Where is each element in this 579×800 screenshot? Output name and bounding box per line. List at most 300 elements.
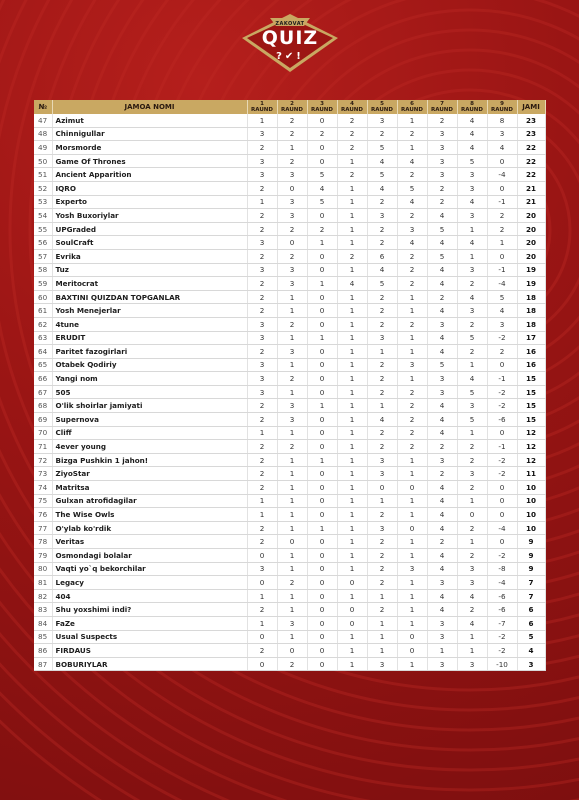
round-score-5: 2 bbox=[367, 426, 397, 440]
quiz-logo bbox=[240, 12, 340, 74]
round-score-9: -2 bbox=[487, 399, 517, 413]
table-row bbox=[34, 181, 545, 195]
row-number: 64 bbox=[34, 345, 52, 359]
round-score-3: 1 bbox=[307, 331, 337, 345]
round-score-3: 2 bbox=[307, 222, 337, 236]
round-score-6: 1 bbox=[397, 372, 427, 386]
round-score-6: 2 bbox=[397, 249, 427, 263]
round-score-1: 2 bbox=[247, 304, 277, 318]
round-score-4: 1 bbox=[337, 481, 367, 495]
table-row bbox=[34, 141, 545, 155]
team-name: Veritas bbox=[52, 535, 247, 549]
team-name: Cliff bbox=[52, 426, 247, 440]
round-score-8: 5 bbox=[457, 385, 487, 399]
table-row bbox=[34, 494, 545, 508]
round-score-5: 5 bbox=[367, 141, 397, 155]
row-number: 68 bbox=[34, 399, 52, 413]
round-score-7: 4 bbox=[427, 331, 457, 345]
header-round-2 bbox=[277, 100, 307, 114]
team-name: Legacy bbox=[52, 576, 247, 590]
table-row bbox=[34, 236, 545, 250]
table-row bbox=[34, 644, 545, 658]
round-score-6: 1 bbox=[397, 589, 427, 603]
round-score-9: -2 bbox=[487, 644, 517, 658]
total-score: 15 bbox=[517, 399, 545, 413]
total-score: 10 bbox=[517, 494, 545, 508]
team-name: Yangi nom bbox=[52, 372, 247, 386]
round-score-5: 3 bbox=[367, 209, 397, 223]
team-name: UPGraded bbox=[52, 222, 247, 236]
round-score-9: 2 bbox=[487, 209, 517, 223]
total-score: 15 bbox=[517, 413, 545, 427]
round-score-3: 1 bbox=[307, 277, 337, 291]
round-score-6: 1 bbox=[397, 494, 427, 508]
round-score-5: 1 bbox=[367, 345, 397, 359]
total-score: 10 bbox=[517, 521, 545, 535]
round-score-3: 0 bbox=[307, 114, 337, 127]
round-score-6: 5 bbox=[397, 181, 427, 195]
round-score-5: 4 bbox=[367, 154, 397, 168]
round-score-9: 0 bbox=[487, 181, 517, 195]
round-score-2: 0 bbox=[277, 236, 307, 250]
table-row bbox=[34, 562, 545, 576]
header-num: № bbox=[34, 100, 52, 114]
round-score-8: 3 bbox=[457, 562, 487, 576]
round-score-2: 3 bbox=[277, 209, 307, 223]
round-score-7: 3 bbox=[427, 154, 457, 168]
round-score-6: 1 bbox=[397, 549, 427, 563]
round-score-1: 3 bbox=[247, 263, 277, 277]
total-score: 5 bbox=[517, 630, 545, 644]
round-score-9: -4 bbox=[487, 521, 517, 535]
round-score-8: 2 bbox=[457, 603, 487, 617]
total-score: 21 bbox=[517, 195, 545, 209]
row-number: 53 bbox=[34, 195, 52, 209]
table-row bbox=[34, 603, 545, 617]
round-score-8: 2 bbox=[457, 521, 487, 535]
round-score-5: 4 bbox=[367, 413, 397, 427]
team-name: Bizga Pushkin 1 jahon! bbox=[52, 453, 247, 467]
total-score: 10 bbox=[517, 508, 545, 522]
header-team-name: JAMOA NOMI bbox=[52, 100, 247, 114]
round-score-1: 3 bbox=[247, 236, 277, 250]
round-score-4: 1 bbox=[337, 630, 367, 644]
row-number: 81 bbox=[34, 576, 52, 590]
round-score-7: 3 bbox=[427, 616, 457, 630]
round-score-1: 0 bbox=[247, 630, 277, 644]
round-score-1: 3 bbox=[247, 168, 277, 182]
round-score-7: 1 bbox=[427, 644, 457, 658]
round-score-8: 4 bbox=[457, 114, 487, 127]
round-score-5: 2 bbox=[367, 304, 397, 318]
round-score-9: 0 bbox=[487, 426, 517, 440]
round-score-4: 1 bbox=[337, 467, 367, 481]
header-round-number: 2 bbox=[290, 101, 294, 107]
round-score-2: 2 bbox=[277, 114, 307, 127]
table-header-row bbox=[34, 100, 545, 114]
round-score-5: 3 bbox=[367, 657, 397, 671]
round-score-1: 3 bbox=[247, 127, 277, 141]
round-score-6: 1 bbox=[397, 290, 427, 304]
round-score-7: 4 bbox=[427, 426, 457, 440]
total-score: 4 bbox=[517, 644, 545, 658]
table-row bbox=[34, 209, 545, 223]
row-number: 85 bbox=[34, 630, 52, 644]
round-score-9: -7 bbox=[487, 616, 517, 630]
table-row bbox=[34, 467, 545, 481]
round-score-2: 2 bbox=[277, 249, 307, 263]
total-score: 6 bbox=[517, 616, 545, 630]
round-score-2: 2 bbox=[277, 127, 307, 141]
round-score-6: 1 bbox=[397, 657, 427, 671]
round-score-4: 1 bbox=[337, 358, 367, 372]
round-score-1: 2 bbox=[247, 644, 277, 658]
team-name: Yosh Buxoriylar bbox=[52, 209, 247, 223]
round-score-8: 5 bbox=[457, 154, 487, 168]
round-score-9: 0 bbox=[487, 494, 517, 508]
row-number: 59 bbox=[34, 277, 52, 291]
round-score-9: -4 bbox=[487, 277, 517, 291]
round-score-8: 3 bbox=[457, 209, 487, 223]
round-score-1: 2 bbox=[247, 413, 277, 427]
header-round-label: RAUND bbox=[251, 107, 273, 113]
row-number: 60 bbox=[34, 290, 52, 304]
header-round-5 bbox=[367, 100, 397, 114]
total-score: 22 bbox=[517, 168, 545, 182]
total-score: 19 bbox=[517, 263, 545, 277]
round-score-9: -2 bbox=[487, 453, 517, 467]
round-score-4: 1 bbox=[337, 549, 367, 563]
row-number: 73 bbox=[34, 467, 52, 481]
round-score-6: 1 bbox=[397, 467, 427, 481]
row-number: 54 bbox=[34, 209, 52, 223]
table-row bbox=[34, 358, 545, 372]
round-score-8: 5 bbox=[457, 413, 487, 427]
round-score-2: 2 bbox=[277, 222, 307, 236]
row-number: 63 bbox=[34, 331, 52, 345]
team-name: Azimut bbox=[52, 114, 247, 127]
table-row bbox=[34, 277, 545, 291]
team-name: BAXTINI QUIZDAN TOPGANLAR bbox=[52, 290, 247, 304]
round-score-9: 3 bbox=[487, 317, 517, 331]
round-score-1: 0 bbox=[247, 657, 277, 671]
table-row bbox=[34, 508, 545, 522]
round-score-6: 4 bbox=[397, 195, 427, 209]
round-score-4: 4 bbox=[337, 277, 367, 291]
round-score-4: 1 bbox=[337, 562, 367, 576]
header-round-9 bbox=[487, 100, 517, 114]
round-score-1: 1 bbox=[247, 114, 277, 127]
round-score-7: 5 bbox=[427, 358, 457, 372]
table-row bbox=[34, 304, 545, 318]
round-score-9: 0 bbox=[487, 154, 517, 168]
round-score-9: -1 bbox=[487, 195, 517, 209]
header-round-number: 3 bbox=[320, 101, 324, 107]
round-score-5: 2 bbox=[367, 603, 397, 617]
round-score-8: 0 bbox=[457, 508, 487, 522]
round-score-1: 2 bbox=[247, 603, 277, 617]
round-score-7: 4 bbox=[427, 345, 457, 359]
round-score-9: 0 bbox=[487, 249, 517, 263]
team-name: Osmondagi bolalar bbox=[52, 549, 247, 563]
row-number: 61 bbox=[34, 304, 52, 318]
round-score-2: 3 bbox=[277, 263, 307, 277]
round-score-8: 1 bbox=[457, 630, 487, 644]
header-total: JAMI bbox=[517, 100, 545, 114]
table-row bbox=[34, 331, 545, 345]
total-score: 23 bbox=[517, 127, 545, 141]
round-score-1: 2 bbox=[247, 440, 277, 454]
round-score-3: 0 bbox=[307, 630, 337, 644]
header-round-number: 9 bbox=[500, 101, 504, 107]
round-score-7: 2 bbox=[427, 195, 457, 209]
total-score: 18 bbox=[517, 317, 545, 331]
logo-main-text: QUIZ bbox=[261, 27, 319, 49]
round-score-2: 1 bbox=[277, 290, 307, 304]
round-score-9: 2 bbox=[487, 345, 517, 359]
round-score-7: 2 bbox=[427, 181, 457, 195]
round-score-1: 3 bbox=[247, 358, 277, 372]
total-score: 20 bbox=[517, 209, 545, 223]
round-score-5: 2 bbox=[367, 317, 397, 331]
team-name: 505 bbox=[52, 385, 247, 399]
header-round-number: 6 bbox=[410, 101, 414, 107]
row-number: 78 bbox=[34, 535, 52, 549]
round-score-5: 1 bbox=[367, 630, 397, 644]
round-score-1: 1 bbox=[247, 589, 277, 603]
team-name: Usual Suspects bbox=[52, 630, 247, 644]
round-score-3: 0 bbox=[307, 535, 337, 549]
round-score-3: 0 bbox=[307, 494, 337, 508]
total-score: 17 bbox=[517, 331, 545, 345]
round-score-5: 0 bbox=[367, 481, 397, 495]
round-score-4: 1 bbox=[337, 508, 367, 522]
table-row bbox=[34, 549, 545, 563]
round-score-4: 1 bbox=[337, 222, 367, 236]
round-score-3: 0 bbox=[307, 440, 337, 454]
total-score: 22 bbox=[517, 141, 545, 155]
round-score-3: 0 bbox=[307, 603, 337, 617]
row-number: 62 bbox=[34, 317, 52, 331]
team-name: Otabek Qodiriy bbox=[52, 358, 247, 372]
round-score-1: 2 bbox=[247, 399, 277, 413]
round-score-1: 3 bbox=[247, 154, 277, 168]
round-score-4: 0 bbox=[337, 616, 367, 630]
round-score-1: 2 bbox=[247, 290, 277, 304]
team-name: Paritet fazogirlari bbox=[52, 345, 247, 359]
round-score-6: 1 bbox=[397, 576, 427, 590]
round-score-2: 3 bbox=[277, 345, 307, 359]
row-number: 67 bbox=[34, 385, 52, 399]
round-score-2: 3 bbox=[277, 277, 307, 291]
round-score-8: 2 bbox=[457, 549, 487, 563]
round-score-8: 3 bbox=[457, 181, 487, 195]
header-round-number: 7 bbox=[440, 101, 444, 107]
round-score-8: 2 bbox=[457, 345, 487, 359]
round-score-2: 1 bbox=[277, 481, 307, 495]
total-score: 20 bbox=[517, 249, 545, 263]
team-name: Ancient Apparition bbox=[52, 168, 247, 182]
round-score-7: 5 bbox=[427, 249, 457, 263]
round-score-2: 1 bbox=[277, 141, 307, 155]
round-score-5: 2 bbox=[367, 549, 397, 563]
round-score-2: 1 bbox=[277, 358, 307, 372]
round-score-8: 3 bbox=[457, 168, 487, 182]
round-score-2: 3 bbox=[277, 399, 307, 413]
round-score-8: 4 bbox=[457, 236, 487, 250]
round-score-4: 1 bbox=[337, 209, 367, 223]
header-round-7 bbox=[427, 100, 457, 114]
round-score-5: 3 bbox=[367, 331, 397, 345]
round-score-7: 2 bbox=[427, 535, 457, 549]
header-round-4 bbox=[337, 100, 367, 114]
round-score-5: 2 bbox=[367, 222, 397, 236]
round-score-3: 2 bbox=[307, 127, 337, 141]
round-score-9: 4 bbox=[487, 141, 517, 155]
table-row bbox=[34, 440, 545, 454]
table-row bbox=[34, 317, 545, 331]
header-round-number: 1 bbox=[260, 101, 264, 107]
team-name: Evrika bbox=[52, 249, 247, 263]
round-score-5: 2 bbox=[367, 195, 397, 209]
row-number: 48 bbox=[34, 127, 52, 141]
round-score-2: 3 bbox=[277, 413, 307, 427]
round-score-3: 0 bbox=[307, 249, 337, 263]
header-round-8 bbox=[457, 100, 487, 114]
round-score-8: 4 bbox=[457, 195, 487, 209]
round-score-1: 3 bbox=[247, 385, 277, 399]
header-round-number: 4 bbox=[350, 101, 354, 107]
round-score-1: 3 bbox=[247, 372, 277, 386]
round-score-6: 1 bbox=[397, 304, 427, 318]
row-number: 69 bbox=[34, 413, 52, 427]
round-score-1: 2 bbox=[247, 453, 277, 467]
total-score: 12 bbox=[517, 426, 545, 440]
table-row bbox=[34, 535, 545, 549]
round-score-4: 1 bbox=[337, 426, 367, 440]
round-score-2: 1 bbox=[277, 589, 307, 603]
round-score-5: 1 bbox=[367, 589, 397, 603]
round-score-5: 2 bbox=[367, 385, 397, 399]
table-row bbox=[34, 616, 545, 630]
round-score-4: 1 bbox=[337, 385, 367, 399]
round-score-6: 0 bbox=[397, 481, 427, 495]
round-score-6: 3 bbox=[397, 562, 427, 576]
round-score-3: 0 bbox=[307, 345, 337, 359]
row-number: 80 bbox=[34, 562, 52, 576]
round-score-3: 0 bbox=[307, 263, 337, 277]
round-score-2: 1 bbox=[277, 508, 307, 522]
total-score: 7 bbox=[517, 589, 545, 603]
row-number: 56 bbox=[34, 236, 52, 250]
round-score-1: 2 bbox=[247, 249, 277, 263]
round-score-3: 0 bbox=[307, 562, 337, 576]
header-round-label: RAUND bbox=[461, 107, 483, 113]
round-score-5: 2 bbox=[367, 440, 397, 454]
team-name: ZiyoStar bbox=[52, 467, 247, 481]
round-score-6: 4 bbox=[397, 154, 427, 168]
header-round-1 bbox=[247, 100, 277, 114]
round-score-8: 1 bbox=[457, 494, 487, 508]
round-score-5: 1 bbox=[367, 644, 397, 658]
round-score-5: 3 bbox=[367, 114, 397, 127]
round-score-7: 4 bbox=[427, 209, 457, 223]
round-score-1: 2 bbox=[247, 277, 277, 291]
round-score-4: 1 bbox=[337, 263, 367, 277]
total-score: 19 bbox=[517, 277, 545, 291]
round-score-5: 5 bbox=[367, 277, 397, 291]
team-name: SoulCraft bbox=[52, 236, 247, 250]
round-score-7: 3 bbox=[427, 141, 457, 155]
round-score-4: 1 bbox=[337, 317, 367, 331]
round-score-3: 0 bbox=[307, 426, 337, 440]
round-score-6: 2 bbox=[397, 317, 427, 331]
round-score-7: 3 bbox=[427, 168, 457, 182]
round-score-7: 4 bbox=[427, 603, 457, 617]
round-score-7: 4 bbox=[427, 494, 457, 508]
round-score-6: 2 bbox=[397, 413, 427, 427]
total-score: 9 bbox=[517, 562, 545, 576]
round-score-1: 2 bbox=[247, 535, 277, 549]
round-score-2: 2 bbox=[277, 657, 307, 671]
round-score-9: -10 bbox=[487, 657, 517, 671]
round-score-7: 3 bbox=[427, 317, 457, 331]
row-number: 74 bbox=[34, 481, 52, 495]
table-row bbox=[34, 222, 545, 236]
round-score-4: 1 bbox=[337, 195, 367, 209]
round-score-6: 2 bbox=[397, 263, 427, 277]
round-score-5: 3 bbox=[367, 521, 397, 535]
total-score: 20 bbox=[517, 222, 545, 236]
round-score-5: 3 bbox=[367, 467, 397, 481]
round-score-7: 3 bbox=[427, 453, 457, 467]
round-score-6: 0 bbox=[397, 521, 427, 535]
team-name: O'ylab ko'rdik bbox=[52, 521, 247, 535]
round-score-2: 1 bbox=[277, 603, 307, 617]
round-score-4: 2 bbox=[337, 168, 367, 182]
round-score-9: -4 bbox=[487, 576, 517, 590]
round-score-6: 2 bbox=[397, 168, 427, 182]
table-row bbox=[34, 249, 545, 263]
round-score-3: 0 bbox=[307, 385, 337, 399]
round-score-6: 0 bbox=[397, 644, 427, 658]
round-score-4: 1 bbox=[337, 331, 367, 345]
round-score-9: -2 bbox=[487, 385, 517, 399]
row-number: 83 bbox=[34, 603, 52, 617]
header-round-label: RAUND bbox=[401, 107, 423, 113]
team-name: 404 bbox=[52, 589, 247, 603]
round-score-2: 2 bbox=[277, 372, 307, 386]
round-score-2: 1 bbox=[277, 304, 307, 318]
header-round-label: RAUND bbox=[281, 107, 303, 113]
round-score-7: 4 bbox=[427, 304, 457, 318]
round-score-2: 2 bbox=[277, 440, 307, 454]
round-score-9: -6 bbox=[487, 589, 517, 603]
round-score-3: 0 bbox=[307, 467, 337, 481]
table-row bbox=[34, 521, 545, 535]
round-score-8: 1 bbox=[457, 249, 487, 263]
table-row bbox=[34, 576, 545, 590]
round-score-2: 0 bbox=[277, 535, 307, 549]
round-score-8: 4 bbox=[457, 127, 487, 141]
row-number: 55 bbox=[34, 222, 52, 236]
round-score-3: 0 bbox=[307, 616, 337, 630]
row-number: 66 bbox=[34, 372, 52, 386]
round-score-6: 1 bbox=[397, 345, 427, 359]
round-score-8: 2 bbox=[457, 481, 487, 495]
round-score-4: 2 bbox=[337, 249, 367, 263]
round-score-9: 4 bbox=[487, 304, 517, 318]
